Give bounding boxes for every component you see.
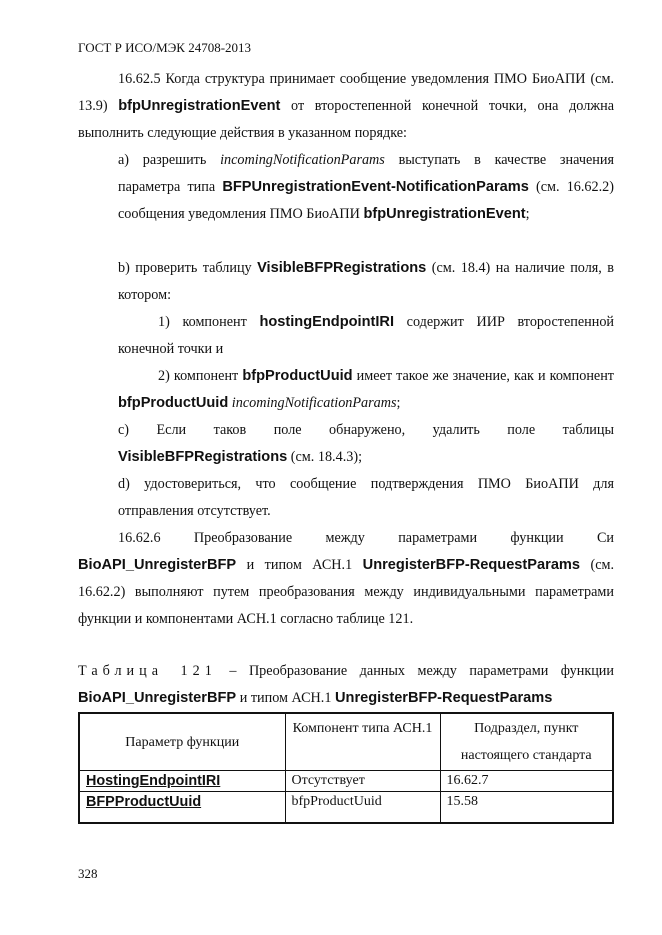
event-name: bfpUnregistrationEvent xyxy=(118,98,281,114)
table-cell: HostingEndpointIRI xyxy=(79,771,285,792)
list-item-b1: 1) компонент hostingEndpointIRI содержит ИИР второстепенной конечной точки и xyxy=(118,314,615,357)
header-cell: Подраздел, пункт настоящего стандарта xyxy=(440,713,613,771)
conversion-table xyxy=(78,712,614,824)
list-item-a: а) разрешить incomingNotificationParams выступать в качестве значения параметра типа BFPUnregistrationEvent-NotificationParams (см. 16.62.2) сообщения уведомления ПМО БиоАПИ bfpUnregistrationEvent; xyxy=(118,152,615,222)
header-cell: Параметр функции xyxy=(79,713,285,771)
table-cell: 16.62.7 xyxy=(440,771,613,792)
table-row xyxy=(79,792,613,824)
document-header: ГОСТ Р ИСО/МЭК 24708-2013 xyxy=(78,40,252,55)
table-caption: Таблица 121 – Преобразование данных между параметрами функции BioAPI_UnregisterBFP и типом АСН.1 UnregisterBFP-RequestParams xyxy=(78,663,614,706)
paragraph-16-62-6: 16.62.6 Преобразование между параметрами функции Си BioAPI_UnregisterBFP и типом АСН.1 UnregisterBFP-RequestParams (см. 16.62.2) выполняют путем преобразования между индивидуальными параметрами функции и компонентами АСН.1 согласно таблице 121. xyxy=(78,530,615,627)
table-cell: Отсутствует xyxy=(285,771,440,792)
table-header-row xyxy=(79,713,613,771)
header-cell: Компонент типа АСН.1 xyxy=(285,713,440,771)
table-cell: BFPProductUuid xyxy=(79,792,285,824)
table-cell: bfpProductUuid xyxy=(285,792,440,824)
list-item-d: d) удостовериться, что сообщение подтверждения ПМО БиоАПИ для отправления отсутствует. xyxy=(118,476,614,519)
list-item-c: с) Если таков поле обнаружено, удалить поле таблицы VisibleBFPRegistrations (см. 18.4.3); xyxy=(118,422,614,465)
list-item-b: b) проверить таблицу VisibleBFPRegistrations (см. 18.4) на наличие поля, в котором: xyxy=(118,260,614,303)
table-cell: 15.58 xyxy=(440,792,613,824)
list-item-b2: 2) компонент bfpProductUuid имеет такое же значение, как и компонент bfpProductUuid incomingNotificationParams; xyxy=(118,368,614,411)
page-number: 328 xyxy=(78,866,98,881)
paragraph-16-62-5: 16.62.5 Когда структура принимает сообщение уведомления ПМО БиоАПИ (см. 13.9) bfpUnregistrationEvent от второстепенной конечной точки, она должна выполнить следующие действия в указанном порядке: xyxy=(78,71,614,141)
table-row xyxy=(79,771,613,792)
